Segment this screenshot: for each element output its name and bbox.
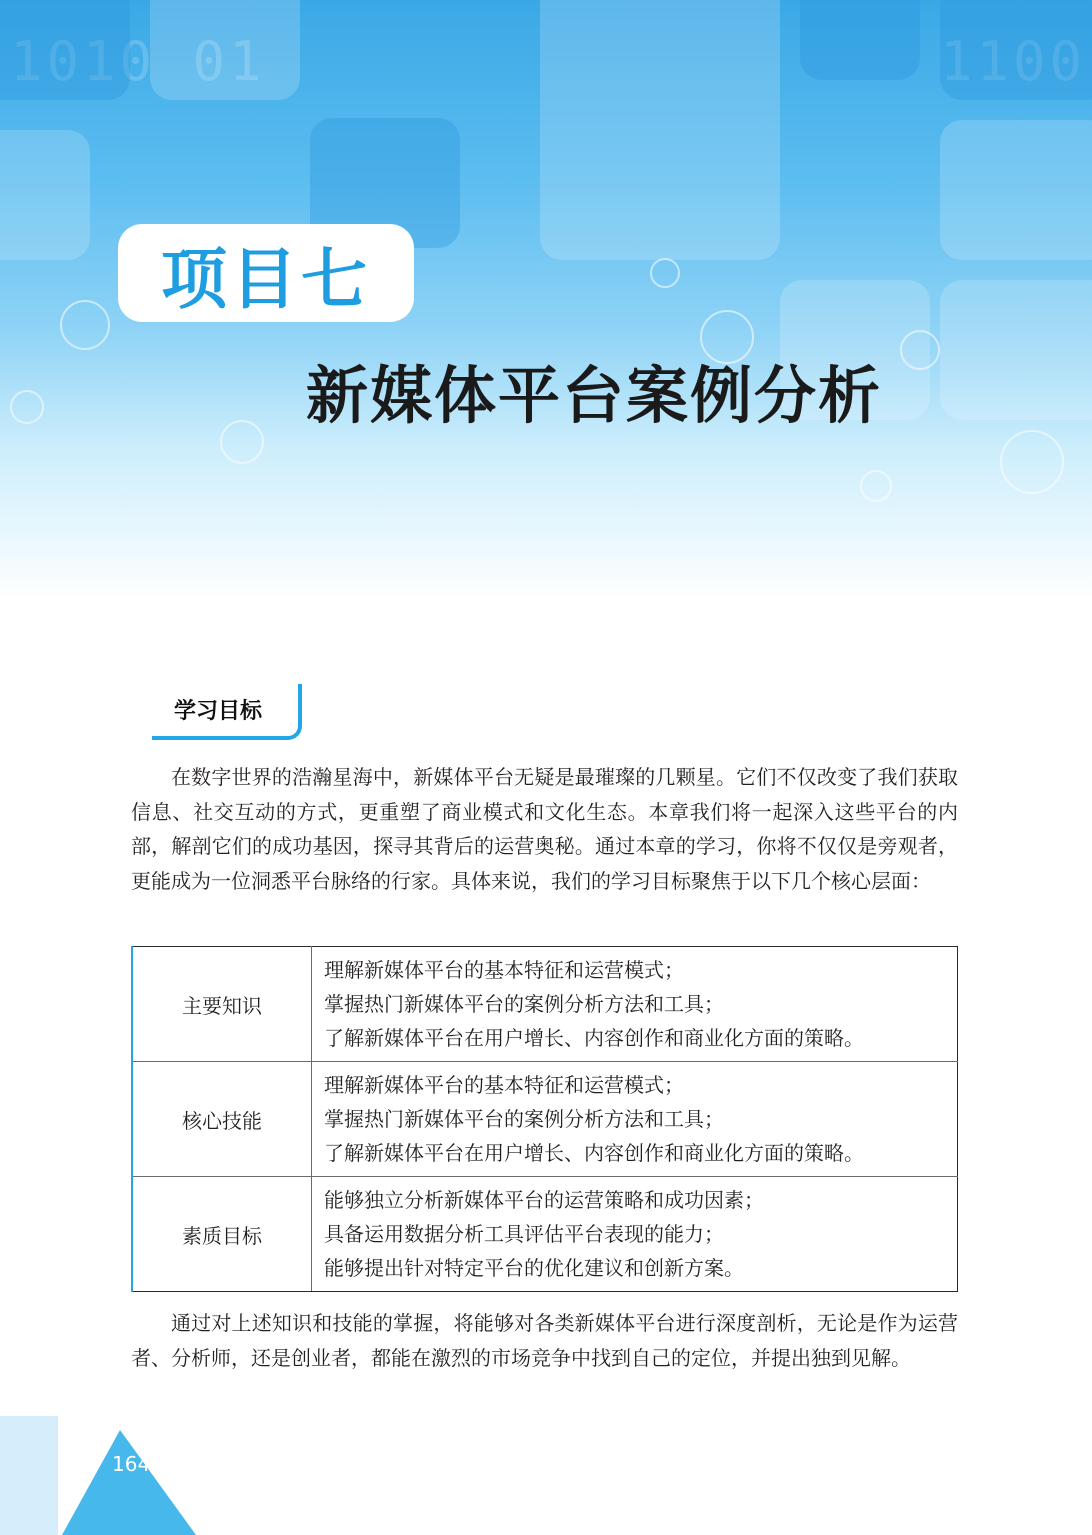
- decor-bubble: [650, 258, 680, 288]
- decor-square: [0, 130, 90, 260]
- chapter-badge: [118, 224, 414, 322]
- table-row: [132, 1177, 958, 1292]
- decor-square: [150, 0, 300, 100]
- goal-item: 了解新媒体平台在用户增长、内容创作和商业化方面的策略。: [324, 1026, 864, 1050]
- goal-items: [312, 947, 958, 1062]
- goal-item: 能够提出针对特定平台的优化建议和创新方案。: [324, 1256, 744, 1280]
- binary-decoration: 1010 01: [10, 30, 266, 93]
- goal-item: 能够独立分析新媒体平台的运营策略和成功因素；: [324, 1188, 764, 1212]
- decor-bubble: [220, 420, 264, 464]
- intro-paragraph: 在数字世界的浩瀚星海中，新媒体平台无疑是最璀璨的几颗星。它们不仅改变了我们获取信息、社交互动的方式，更重塑了商业模式和文化生态。本章我们将一起深入这些平台的内部，解剖它们的成功基因，探寻其背后的运营奥秘。通过本章的学习，你将不仅仅是旁观者，更能成为一位洞悉平台脉络的行家。具体来说，我们的学习目标聚焦于以下几个核心层面：: [131, 765, 958, 893]
- decor-bubble: [860, 470, 892, 502]
- decor-square: [940, 0, 1092, 100]
- goal-category: 素质目标: [132, 1177, 312, 1292]
- decor-square: [540, 0, 780, 260]
- section-heading-text: 学习目标: [174, 699, 263, 724]
- table-row: [132, 1062, 958, 1177]
- decor-bubble: [10, 390, 44, 424]
- goal-item: 具备运用数据分析工具评估平台表现的能力；: [324, 1222, 724, 1246]
- goal-category: 主要知识: [132, 947, 312, 1062]
- goal-item: 掌握热门新媒体平台的案例分析方法和工具；: [324, 1107, 724, 1131]
- decor-square: [0, 0, 130, 100]
- decor-square: [940, 120, 1092, 260]
- goal-item: 理解新媒体平台的基本特征和运营模式；: [324, 958, 684, 982]
- decor-bubble: [60, 300, 110, 350]
- page-corner-decoration: [0, 1416, 200, 1535]
- decor-square: [800, 0, 920, 80]
- table-row: [132, 947, 958, 1062]
- goal-item: 了解新媒体平台在用户增长、内容创作和商业化方面的策略。: [324, 1141, 864, 1165]
- goal-item: 理解新媒体平台的基本特征和运营模式；: [324, 1073, 684, 1097]
- decor-bubble: [1000, 430, 1064, 494]
- page-number: 164: [112, 1452, 151, 1476]
- chapter-label: 项目七: [161, 240, 371, 318]
- chapter-title: 新媒体平台案例分析: [306, 359, 883, 432]
- goal-category: 核心技能: [132, 1062, 312, 1177]
- goal-item: 掌握热门新媒体平台的案例分析方法和工具；: [324, 992, 724, 1016]
- section-heading: [152, 684, 302, 740]
- goal-items: [312, 1177, 958, 1292]
- conclusion-paragraph: 通过对上述知识和技能的掌握，将能够对各类新媒体平台进行深度剖析，无论是作为运营者、分析师，还是创业者，都能在激烈的市场竞争中找到自己的定位，并提出独到见解。: [131, 1311, 958, 1370]
- decor-square: [940, 280, 1092, 420]
- decor-bubble: [900, 330, 940, 370]
- binary-decoration: 1100: [940, 30, 1087, 93]
- goal-items: [312, 1062, 958, 1177]
- goals-table: [131, 946, 958, 1292]
